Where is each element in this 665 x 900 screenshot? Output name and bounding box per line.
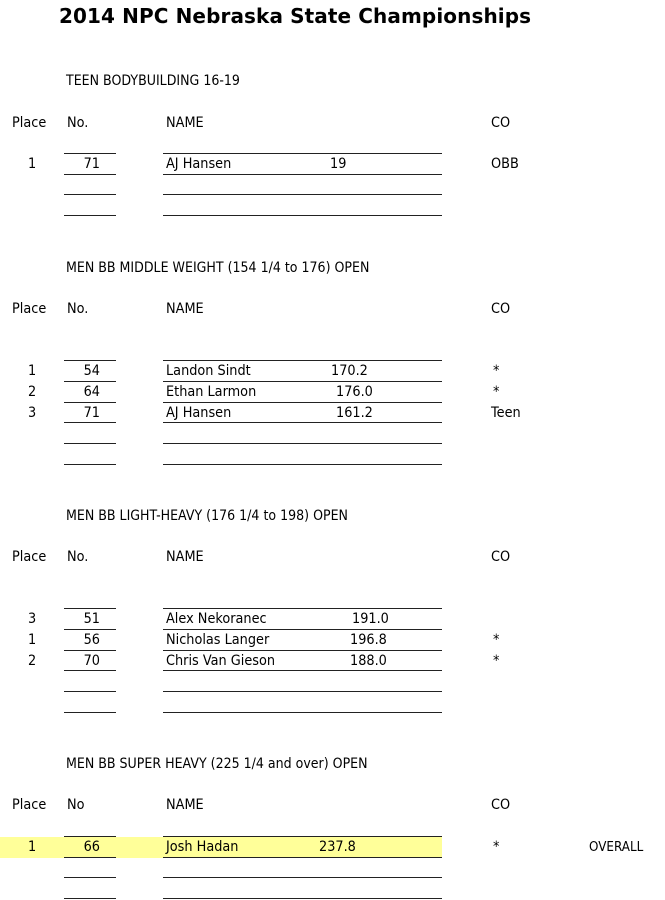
rule bbox=[64, 857, 116, 858]
rule bbox=[64, 877, 116, 878]
rule bbox=[64, 174, 116, 175]
header-no: No. bbox=[67, 549, 89, 565]
rule bbox=[163, 691, 442, 692]
weight-cell: 191.0 bbox=[352, 611, 389, 627]
page-title: 2014 NPC Nebraska State Championships bbox=[59, 4, 532, 28]
weight-cell: 19 bbox=[330, 156, 347, 172]
co-cell: * bbox=[493, 632, 500, 648]
co-cell: * bbox=[493, 384, 500, 400]
header-co: CO bbox=[491, 549, 511, 565]
number-cell: 56 bbox=[83, 632, 100, 648]
rule bbox=[163, 898, 442, 899]
category-title: MEN BB LIGHT-HEAVY (176 1/4 to 198) OPEN bbox=[66, 508, 348, 524]
category-title: TEEN BODYBUILDING 16-19 bbox=[66, 73, 240, 89]
rule bbox=[64, 215, 116, 216]
rule bbox=[163, 443, 442, 444]
rule bbox=[163, 877, 442, 878]
place-cell: 1 bbox=[28, 839, 37, 855]
header-no: No bbox=[67, 797, 85, 813]
rule bbox=[163, 422, 442, 423]
rule bbox=[64, 381, 116, 382]
rule bbox=[64, 670, 116, 671]
number-cell: 54 bbox=[83, 363, 100, 379]
name-cell: Chris Van Gieson bbox=[166, 653, 276, 669]
rule bbox=[163, 464, 442, 465]
co-cell: * bbox=[493, 839, 500, 855]
rule bbox=[64, 402, 116, 403]
co-cell: Teen bbox=[491, 405, 521, 421]
category-title: MEN BB MIDDLE WEIGHT (154 1/4 to 176) OPEN bbox=[66, 260, 370, 276]
rule bbox=[64, 443, 116, 444]
header-no: No. bbox=[67, 115, 89, 131]
number-cell: 66 bbox=[83, 839, 100, 855]
number-cell: 71 bbox=[83, 156, 100, 172]
name-cell: Nicholas Langer bbox=[166, 632, 270, 648]
co-cell: OBB bbox=[491, 156, 519, 172]
weight-cell: 196.8 bbox=[350, 632, 387, 648]
rule bbox=[163, 712, 442, 713]
header-name: NAME bbox=[166, 797, 204, 813]
weight-cell: 170.2 bbox=[331, 363, 368, 379]
rule bbox=[64, 360, 116, 361]
weight-cell: 161.2 bbox=[336, 405, 373, 421]
number-cell: 71 bbox=[83, 405, 100, 421]
header-name: NAME bbox=[166, 115, 204, 131]
rule bbox=[64, 898, 116, 899]
rule bbox=[163, 650, 442, 651]
name-cell: Josh Hadan bbox=[166, 839, 239, 855]
header-place: Place bbox=[12, 797, 47, 813]
header-name: NAME bbox=[166, 301, 204, 317]
place-cell: 2 bbox=[28, 653, 37, 669]
weight-cell: 237.8 bbox=[319, 839, 356, 855]
category-title: MEN BB SUPER HEAVY (225 1/4 and over) OPEN bbox=[66, 756, 368, 772]
header-place: Place bbox=[12, 115, 47, 131]
rule bbox=[64, 650, 116, 651]
name-cell: Alex Nekoranec bbox=[166, 611, 267, 627]
place-cell: 3 bbox=[28, 611, 37, 627]
header-place: Place bbox=[12, 549, 47, 565]
rule bbox=[163, 215, 442, 216]
rule bbox=[163, 194, 442, 195]
header-co: CO bbox=[491, 301, 511, 317]
rule bbox=[64, 691, 116, 692]
rule bbox=[64, 153, 116, 154]
rule bbox=[163, 381, 442, 382]
rule bbox=[64, 194, 116, 195]
header-co: CO bbox=[491, 797, 511, 813]
name-cell: AJ Hansen bbox=[166, 405, 232, 421]
rule bbox=[64, 422, 116, 423]
rule bbox=[64, 464, 116, 465]
weight-cell: 188.0 bbox=[350, 653, 387, 669]
rule bbox=[163, 608, 442, 609]
rule bbox=[163, 402, 442, 403]
rule bbox=[163, 360, 442, 361]
number-cell: 70 bbox=[83, 653, 100, 669]
header-no: No. bbox=[67, 301, 89, 317]
rule bbox=[163, 629, 442, 630]
rule bbox=[163, 174, 442, 175]
number-cell: 64 bbox=[83, 384, 100, 400]
name-cell: Landon Sindt bbox=[166, 363, 251, 379]
rule bbox=[163, 670, 442, 671]
rule bbox=[64, 629, 116, 630]
co-cell: * bbox=[493, 653, 500, 669]
rule bbox=[163, 153, 442, 154]
number-cell: 51 bbox=[83, 611, 100, 627]
place-cell: 1 bbox=[28, 632, 37, 648]
rule bbox=[64, 712, 116, 713]
name-cell: AJ Hansen bbox=[166, 156, 232, 172]
header-name: NAME bbox=[166, 549, 204, 565]
rule bbox=[64, 836, 116, 837]
rule bbox=[163, 836, 442, 837]
place-cell: 3 bbox=[28, 405, 37, 421]
name-cell: Ethan Larmon bbox=[166, 384, 257, 400]
place-cell: 1 bbox=[28, 156, 37, 172]
co-cell: * bbox=[493, 363, 500, 379]
rule bbox=[64, 608, 116, 609]
place-cell: 1 bbox=[28, 363, 37, 379]
weight-cell: 176.0 bbox=[336, 384, 373, 400]
header-co: CO bbox=[491, 115, 511, 131]
rule bbox=[163, 857, 442, 858]
overall-note: OVERALL bbox=[589, 840, 644, 855]
header-place: Place bbox=[12, 301, 47, 317]
place-cell: 2 bbox=[28, 384, 37, 400]
